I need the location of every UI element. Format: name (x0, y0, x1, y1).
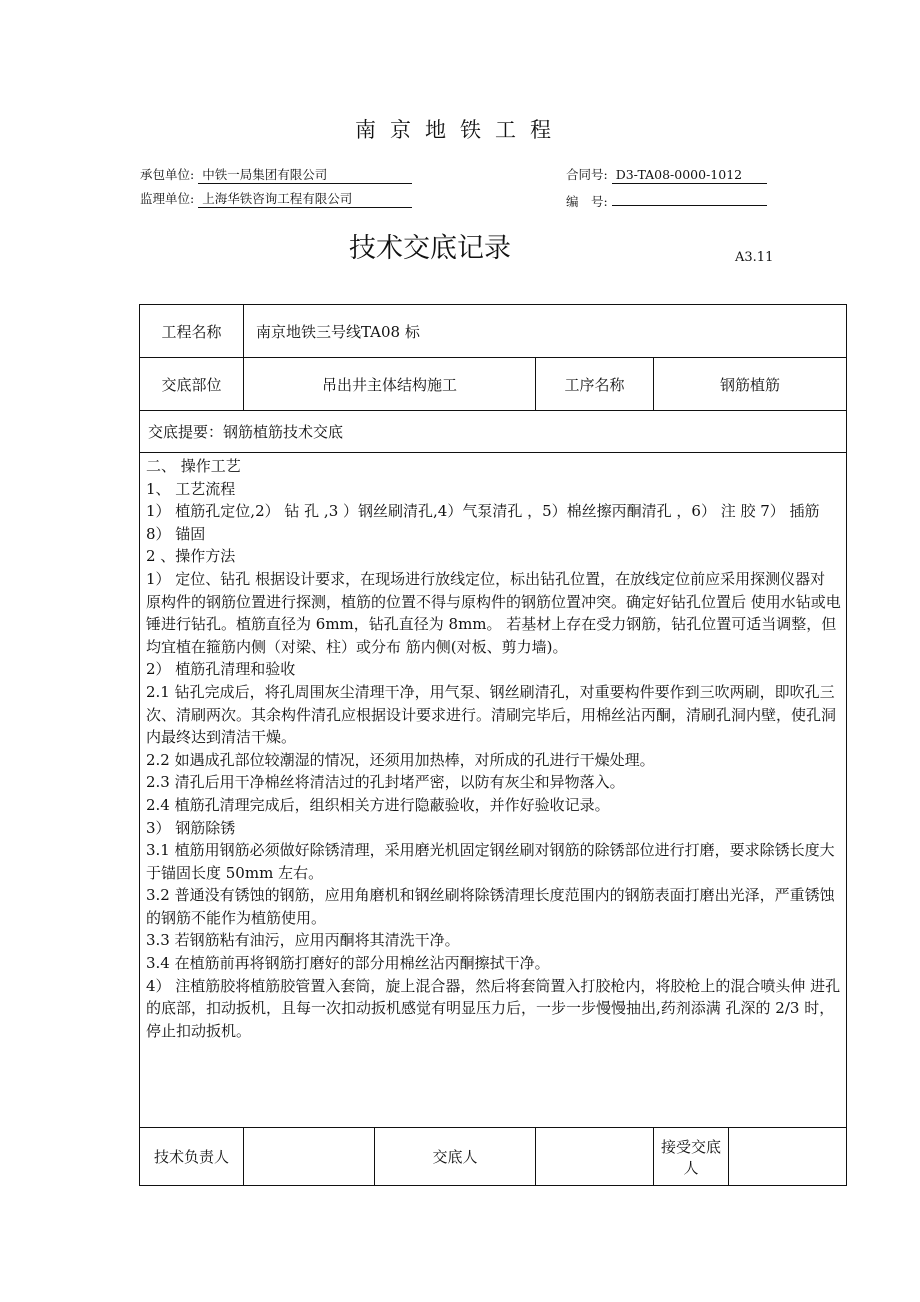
project-title: 南京地铁工程 (355, 118, 565, 142)
presenter-signature (536, 1128, 654, 1186)
body-paragraph: 4） 注植筋胶将植筋胶管置入套筒，旋上混合器，然后将套筒置入打胶枪内，将胶枪上的混合喷头伸 进孔的底部，扣动扳机，且每一次扣动扳机感觉有明显压力后，一步一步慢慢抽出,药剂添满 孔深的 2/3 时，停止扣动扳机。 (146, 976, 841, 1040)
disclosure-form (139, 304, 847, 1186)
summary-text: 交底提要：钢筋植筋技术交底 (140, 411, 847, 453)
body-paragraph: 2.2 如遇成孔部位较潮湿的情况，还须用加热棒，对所成的孔进行干燥处理。 (146, 750, 655, 769)
body-paragraph: 1） 定位、钻孔 根据设计要求，在现场进行放线定位，标出钻孔位置，在放线定位前应采用探测仪器对 原构件的钢筋位置进行探测，植筋的位置不得与原构件的钢筋位置冲突。确定好钻孔位置后 使用水钻或电锤进行钻孔。植筋直径为 6mm，钻孔直径为 8mm。 若基材上存在受力钢筋，钻孔位置可适当调整，但均宜植在箍筋内侧（对梁、柱）或分布 筋内侧(对板、剪力墙)。 (146, 569, 841, 656)
contractor-value: 中铁一局集团有限公司 (198, 167, 412, 184)
body-paragraph: 3.4 在植筋前再将钢筋打磨好的部分用棉丝沾丙酮擦拭干净。 (146, 954, 550, 973)
body-paragraph: 二、 操作工艺 (146, 457, 241, 475)
disclosure-body (140, 453, 847, 1128)
body-paragraph: 1） 植筋孔定位,2） 钻 孔 ,3 ）钢丝刷清孔,4）气泵清孔 ，5）棉丝擦丙酮清孔 ，6） 注 胶 7） 插筋 8） 锚固 (146, 502, 820, 543)
project-name-value: 南京地铁三号线TA08 标 (244, 305, 847, 358)
body-row (140, 453, 847, 1128)
receiver-label: 接受交底人 (654, 1128, 729, 1186)
contract-no-label: 合同号: (566, 167, 608, 182)
signature-row (140, 1128, 847, 1186)
serial-label: 编 号: (566, 194, 608, 209)
body-paragraph: 3） 钢筋除锈 (146, 818, 236, 837)
supervisor-line (140, 189, 412, 208)
body-paragraph: 3.1 植筋用钢筋必须做好除锈清理，采用磨光机固定钢丝刷对钢筋的除锈部位进行打磨，要求除锈长度大于锚固长度 50mm 左右。 (146, 841, 835, 882)
body-paragraph: 2.3 清孔后用干净棉丝将清洁过的孔封堵严密，以防有灰尘和异物落入。 (146, 773, 625, 792)
contractor-label: 承包单位: (140, 167, 195, 182)
project-name-label: 工程名称 (140, 305, 244, 358)
project-name-row (140, 305, 847, 358)
supervisor-label: 监理单位: (140, 191, 195, 206)
receiver-signature (729, 1128, 847, 1186)
serial-value (612, 189, 767, 206)
body-paragraph: 3.3 若钢筋粘有油污，应用丙酮将其清洗干净。 (146, 931, 460, 950)
body-paragraph: 2.1 钻孔完成后，将孔周围灰尘清理干净，用气泵、钢丝刷清孔，对重要构件要作到三吹两刷，即吹孔三次、清刷两次。其余构件清孔应根据设计要求进行。清刷完毕后，用棉丝沾丙酮，清刷孔洞内壁，使孔洞内最终达到清洁干燥。 (146, 682, 837, 747)
part-row (140, 358, 847, 411)
serial-line (566, 189, 767, 210)
process-label: 工序名称 (536, 358, 654, 411)
document-title: 技术交底记录 (349, 233, 511, 264)
contractor-line (140, 165, 412, 184)
document-code: A3.11 (735, 250, 774, 265)
presenter-label: 交底人 (375, 1128, 536, 1186)
body-paragraph: 2 、操作方法 (146, 547, 236, 566)
body-paragraph: 3.2 普通没有锈蚀的钢筋，应用角磨机和钢丝刷将除锈清理长度范围内的钢筋表面打磨出光泽，严重锈蚀的钢筋不能作为植筋使用。 (146, 886, 835, 927)
part-label: 交底部位 (140, 358, 244, 411)
contract-no-line (566, 165, 767, 184)
process-value: 钢筋植筋 (654, 358, 847, 411)
supervisor-value: 上海华铁咨询工程有限公司 (198, 191, 412, 208)
body-paragraph: 2） 植筋孔清理和验收 (146, 660, 296, 679)
body-paragraph: 2.4 植筋孔清理完成后，组织相关方进行隐蔽验收，并作好验收记录。 (146, 795, 610, 814)
contract-no-value: D3-TA08-0000-1012 (612, 167, 767, 184)
summary-row (140, 411, 847, 453)
body-paragraph: 1、 工艺流程 (146, 479, 236, 498)
tech-lead-label: 技术负责人 (140, 1128, 244, 1186)
part-value: 吊出井主体结构施工 (244, 358, 536, 411)
tech-lead-signature (244, 1128, 375, 1186)
